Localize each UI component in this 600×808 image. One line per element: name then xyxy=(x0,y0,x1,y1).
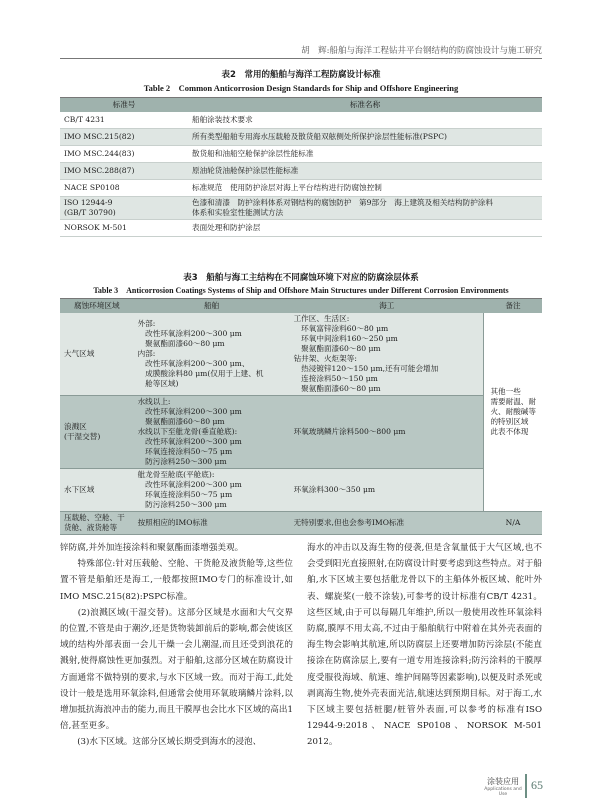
table3-region-cell-line: 水下区域 xyxy=(64,485,95,494)
table2-name-cell-line: 原油轮货油舱保护涂层性能标准 xyxy=(192,166,299,175)
table3-notes-cell-line: 的特别区域 xyxy=(490,417,529,426)
table3-ship-cell-line: 改性环氧涂料200～300 μm xyxy=(137,437,242,446)
table3-ship-cell-line: 舱等区域) xyxy=(137,379,179,388)
table2-row xyxy=(60,220,542,237)
table2-name-cell-line: 船舶涂装技术要求 xyxy=(192,115,253,124)
table3-offshore-cell-line: 工作区、生活区: xyxy=(293,314,350,323)
table3-region-cell-line: 货舱、液货舱等 xyxy=(64,523,118,532)
table3-offshore-cell xyxy=(290,469,484,512)
table3-row xyxy=(60,396,542,469)
table3-region-cell-line: 压载舱、空舱、干 xyxy=(64,513,125,522)
table3-region-cell xyxy=(60,396,134,469)
table3-offshore-cell-line: 环氧玻璃鳞片涂料500～800 μm xyxy=(293,427,406,436)
body-paragraph: (2)浪溅区域(干湿交替)。这部分区域是水面和大气交界的位置,不管是由于潮汐,还是货物装卸前后的影响,都会使该区域的结构外部表面一会儿干燥一会儿潮湿,而且还受到浪花的溅射,使得腐蚀性更加强烈。对于船舶,这部分区域在防腐设计方面通常不做特别的要求,与水下区域一致。而对于海工,此处设计一般是选用环氧涂料,但通常会使用环氧玻璃鳞片涂料,以增加抵抗海浪冲击的能力,而且干膜厚也会比水下区域的高出1倍,甚至更多。 xyxy=(60,607,293,732)
table3-ship-cell-line: 环氧连接涂料50～75 μm xyxy=(137,490,233,499)
table2-name-cell-line: 所有类型船舶专用海水压载舱及散货船双舷侧处所保护涂层性能标准(PSPC) xyxy=(192,132,447,141)
journal-logo-cn: 涂装应用 xyxy=(487,777,519,786)
body-paragraph: 海水的冲击以及海生物的侵袭,但是含氧量低于大气区域,也不会受到阳光直接照射,在防腐设计时要考虑到这些特点。对于船舶,水下区域主要包括舭龙骨以下的主船体外板区域、舵叶外表、螺旋桨(一般不涂装),可参考的设计标准有CB/T 4231。这些区域,由于可以每隔几年维护,所以一般使用改性环氧涂料防腐,膜厚不用太高,不过由于船舶航行中附着在其外壳表面的海生物会影响其航速,所以防腐层上还要增加防污涂层(不能直接涂在防腐涂层上,要有一道专用连接涂料;防污涂料的干膜厚度受服役海域、航速、维护间隔等因素影响),以便及时杀死或剥离海生物,使外壳表面光洁,航速达到预期目标。对于海工,水下区域主要包括桩腿/桩管外表面,可以参考的标准有ISO 12944-9:2018、NACE SP0108、NORSOK M-501 2012。 xyxy=(307,543,542,748)
table2-code-cell-line: IMO MSC.244(83) xyxy=(64,149,135,158)
journal-logo-en: Applications and Use xyxy=(484,787,522,797)
table2-header-code: 标准号 xyxy=(60,98,188,113)
table2-code-cell xyxy=(60,197,188,220)
body-paragraph: 锌防腐,并外加连接涂料和聚氨酯面漆增强美观。 xyxy=(60,543,244,553)
table2-name-cell xyxy=(188,220,542,237)
table3-ship-cell-line: 水线以下至舭龙骨(垂直舱底): xyxy=(137,427,238,436)
table2-code-cell-line: IMO MSC.215(82) xyxy=(64,132,135,141)
table2-name-cell-line: 表面处理和防护涂层 xyxy=(192,223,261,232)
table2-name-cell xyxy=(188,146,542,163)
table2-code-cell-line: NORSOK M-501 xyxy=(64,223,127,232)
table2-code-cell xyxy=(60,163,188,180)
table3-notes-cell-line: 需要耐温、耐 xyxy=(490,397,536,406)
journal-logo xyxy=(483,776,523,797)
table3-region-cell xyxy=(60,512,134,535)
body-left-column xyxy=(60,540,293,751)
table3-ship-cell-line: 改性环氧涂料200～300 μm、 xyxy=(137,359,250,368)
table2-row xyxy=(60,129,542,146)
table2-header-name: 标准名称 xyxy=(188,98,542,113)
table3-ship-cell xyxy=(134,469,290,512)
table3-notes-cell xyxy=(484,313,542,512)
table2-code-cell-line: IMO MSC.288(87) xyxy=(64,166,135,175)
table2-name-cell xyxy=(188,180,542,197)
table3-offshore-cell-line: 聚氨酯面漆60～80 μm xyxy=(293,384,381,393)
table2-code-cell xyxy=(60,220,188,237)
table2-name-cell-line: 散货船和油船空舱保护涂层性能标准 xyxy=(192,149,314,158)
table2-code-cell xyxy=(60,129,188,146)
table2-title-en: Table 2 Common Anticorrosion Design Standards for Ship and Offshore Engineering xyxy=(143,83,459,93)
table2-code-cell xyxy=(60,112,188,129)
table3-ship-cell-line: 成膜酸涂料80 μm(仅用于上建、机 xyxy=(137,369,264,378)
table3-header-notes: 备注 xyxy=(484,299,542,314)
table3-offshore-cell-line: 聚氨酯面漆60～80 μm xyxy=(293,344,381,353)
table3-ship-cell xyxy=(134,396,290,469)
table2-name-cell-line: 色漆和清漆 防护涂料体系对钢结构的腐蚀防护 第9部分 海上建筑及相关结构防护涂料 xyxy=(192,198,493,207)
table3-ship-cell-line: 水线以上: xyxy=(137,397,171,406)
table3-offshore-cell-line: 环氧富锌涂料60～80 μm xyxy=(293,324,389,333)
table2-row xyxy=(60,163,542,180)
table3-offshore-cell xyxy=(290,313,484,396)
table3-offshore-cell-line: 连接涂料50～150 μm xyxy=(293,374,378,383)
table3-ship-cell-line: 改性环氧涂料200～300 μm xyxy=(137,407,242,416)
table2-row xyxy=(60,197,542,220)
body-right-column xyxy=(307,540,542,751)
table3-ship-cell-line: 外部: xyxy=(137,319,156,328)
table3-ship-cell-line: 环氧连接涂料50～75 μm xyxy=(137,447,233,456)
footer-bar xyxy=(525,774,527,798)
table3-body xyxy=(60,313,542,535)
header-rule xyxy=(60,58,542,59)
table3-offshore-cell-line: 环氧中间涂料160～250 μm xyxy=(293,334,398,343)
table3-offshore-cell xyxy=(290,396,484,469)
table3-ship-cell-line: 内部: xyxy=(137,349,156,358)
table3-ship-cell-line: 按照相应的IMO标准 xyxy=(137,518,208,527)
table3-header-offshore: 海工 xyxy=(290,299,484,314)
table3-ship-cell-line: 改性环氧涂料200～300 μm xyxy=(137,480,242,489)
table3-ship-cell-line: 防污涂料250～300 μm xyxy=(137,500,227,509)
table3-notes-cell-line: 火、耐酸碱等 xyxy=(490,407,536,416)
body-paragraph: (3)水下区域。这部分区域长期受到海水的浸泡、 xyxy=(60,737,262,748)
table3-ship-cell-line: 改性环氧涂料200～300 μm xyxy=(137,329,242,338)
table2-code-cell xyxy=(60,180,188,197)
table3-row xyxy=(60,469,542,512)
table2 xyxy=(60,97,542,237)
running-header: 胡 辉:船舶与海洋工程钻井平台钢结构的防腐蚀设计与施工研究 xyxy=(301,46,542,56)
table3-offshore-cell xyxy=(290,512,484,535)
table3-title-en: Table 3 Anticorrosion Coatings Systems of Ship and Offshore Main Structures under Different Corrosion Environments xyxy=(93,286,509,295)
table3-offshore-cell-line: 环氧涂料300～350 μm xyxy=(293,485,376,494)
table3-note-na: N/A xyxy=(484,512,542,535)
table3-notes-cell-line: 此表不体现 xyxy=(490,427,529,436)
table2-name-cell xyxy=(188,112,542,129)
table3-ship-cell-line: 防污涂料250～300 μm xyxy=(137,457,227,466)
table3-offshore-cell-line: 钻井架、火炬架等: xyxy=(293,354,357,363)
table3-ship-cell-line: 聚氨酯面漆60～80 μm xyxy=(137,339,225,348)
table2-body xyxy=(60,112,542,237)
table2-name-cell-line: 标准规范 使用防护涂层对海上平台结构进行防腐蚀控制 xyxy=(192,183,382,192)
table2-code-cell-line: (GB/T 30790) xyxy=(64,208,116,217)
table3-ship-cell-line: 舭龙骨至舱底(平舱底): xyxy=(137,470,215,479)
table2-name-cell xyxy=(188,197,542,220)
table3-offshore-cell-line: 无特别要求,但也会参考IMO标准 xyxy=(293,518,405,527)
table2-row xyxy=(60,180,542,197)
body-paragraph: 特殊部位:针对压载舱、空舱、干货舱及液货舱等,这些位置不管是船舶还是海工,一般都按照IMO专门的标准设计,如IMO MSC.215(82):PSPC标准。 xyxy=(60,559,293,602)
table3-region-cell-line: 大气区域 xyxy=(64,349,95,358)
table3-row xyxy=(60,313,542,396)
table2-code-cell-line: CB/T 4231 xyxy=(64,115,105,124)
table3-header-ship: 船舶 xyxy=(134,299,290,314)
table2-name-cell-line: 体系和实验室性能测试方法 xyxy=(192,208,284,217)
table3 xyxy=(60,298,542,535)
table3-region-cell xyxy=(60,313,134,396)
page-number: 65 xyxy=(531,778,543,792)
table2-code-cell-line: ISO 12944-9 xyxy=(64,198,113,207)
table2-name-cell xyxy=(188,129,542,146)
table3-region-cell xyxy=(60,469,134,512)
table3-notes-cell-line: 其他一些 xyxy=(490,387,521,396)
table3-region-cell-line: (干湿交替) xyxy=(64,432,101,441)
table2-title-cn: 表2 常用的船舶与海洋工程防腐设计标准 xyxy=(221,70,381,80)
table3-title-cn: 表3 船舶与海工主结构在不同腐蚀环境下对应的防腐涂层体系 xyxy=(183,273,419,283)
table2-code-cell xyxy=(60,146,188,163)
table3-offshore-cell-line: 热浸镀锌120～150 μm,还有可能会增加 xyxy=(293,364,439,373)
table3-row xyxy=(60,512,542,535)
table2-row xyxy=(60,146,542,163)
table2-row xyxy=(60,112,542,129)
table2-name-cell xyxy=(188,163,542,180)
table3-ship-cell xyxy=(134,512,290,535)
table3-ship-cell-line: 聚氨酯面漆60～80 μm xyxy=(137,417,225,426)
table3-region-cell-line: 浪溅区 xyxy=(64,422,87,431)
table3-header-region: 腐蚀环境区域 xyxy=(60,299,134,314)
table3-ship-cell xyxy=(134,313,290,396)
table2-code-cell-line: NACE SP0108 xyxy=(64,183,120,192)
